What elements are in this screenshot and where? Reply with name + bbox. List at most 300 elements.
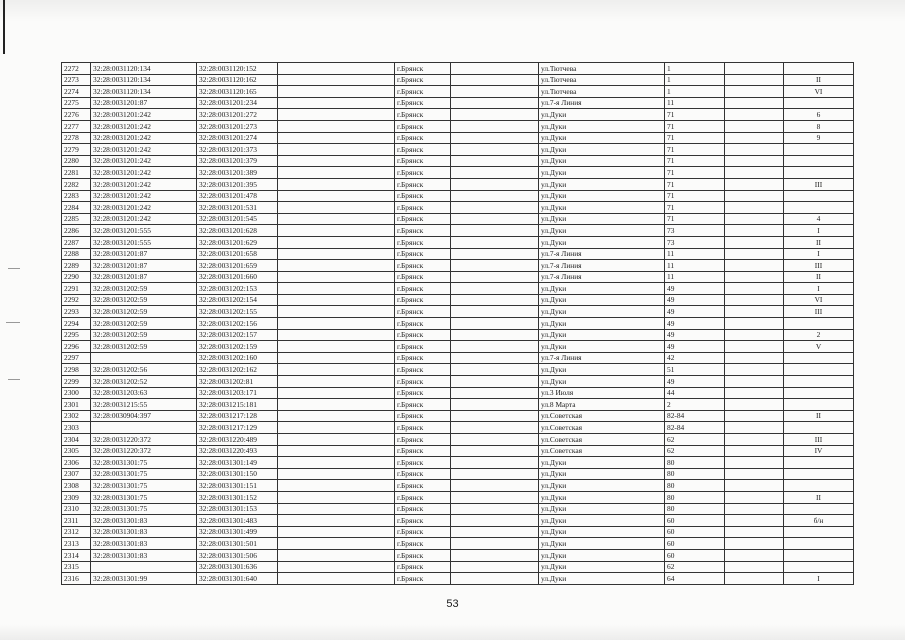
- empty-cell: [725, 63, 784, 75]
- street-cell: ул.7-я Линия: [539, 97, 665, 109]
- empty-cell: [725, 445, 784, 457]
- empty-cell: [451, 271, 539, 283]
- street-cell: ул.Советская: [539, 422, 665, 434]
- empty-cell: [278, 376, 395, 388]
- house-number-cell: 71: [665, 213, 725, 225]
- parcel-cadastral-number: 32:28:0031215:55: [91, 399, 197, 411]
- building-cell: [784, 318, 854, 330]
- parcel-cadastral-number: 32:28:0031301:75: [91, 468, 197, 480]
- empty-cell: [278, 155, 395, 167]
- row-number: 2307: [62, 468, 91, 480]
- table-row: [62, 376, 854, 388]
- table-row: [62, 155, 854, 167]
- table-row: [62, 573, 854, 585]
- empty-cell: [451, 178, 539, 190]
- scan-bottom-edge: [0, 624, 905, 640]
- city-cell: г.Брянск: [395, 503, 451, 515]
- empty-cell: [278, 457, 395, 469]
- object-cadastral-number: 32:28:0031301:151: [197, 480, 278, 492]
- parcel-cadastral-number: 32:28:0031202:59: [91, 329, 197, 341]
- document-sheet: [61, 62, 854, 585]
- empty-cell: [725, 515, 784, 527]
- city-cell: г.Брянск: [395, 376, 451, 388]
- street-cell: ул.3 Июля: [539, 387, 665, 399]
- empty-cell: [725, 190, 784, 202]
- building-cell: [784, 480, 854, 492]
- parcel-cadastral-number: 32:28:0031202:59: [91, 318, 197, 330]
- city-cell: г.Брянск: [395, 573, 451, 585]
- empty-cell: [451, 480, 539, 492]
- scan-top-edge: [0, 0, 905, 22]
- empty-cell: [451, 422, 539, 434]
- building-cell: VI: [784, 86, 854, 98]
- row-number: 2308: [62, 480, 91, 492]
- object-cadastral-number: 32:28:0031301:149: [197, 457, 278, 469]
- parcel-cadastral-number: 32:28:0031220:372: [91, 434, 197, 446]
- empty-cell: [725, 155, 784, 167]
- empty-cell: [451, 434, 539, 446]
- parcel-cadastral-number: 32:28:0031120:134: [91, 86, 197, 98]
- house-number-cell: 80: [665, 468, 725, 480]
- empty-cell: [725, 573, 784, 585]
- table-row: [62, 63, 854, 75]
- object-cadastral-number: 32:28:0031201:478: [197, 190, 278, 202]
- building-cell: IV: [784, 445, 854, 457]
- empty-cell: [451, 352, 539, 364]
- empty-cell: [278, 561, 395, 573]
- city-cell: г.Брянск: [395, 202, 451, 214]
- empty-cell: [451, 74, 539, 86]
- row-number: 2301: [62, 399, 91, 411]
- empty-cell: [725, 283, 784, 295]
- table-row: [62, 561, 854, 573]
- parcel-cadastral-number: [91, 352, 197, 364]
- house-number-cell: 60: [665, 538, 725, 550]
- parcel-cadastral-number: 32:28:0031201:242: [91, 178, 197, 190]
- row-number: 2309: [62, 491, 91, 503]
- row-number: 2300: [62, 387, 91, 399]
- object-cadastral-number: 32:28:0031301:506: [197, 549, 278, 561]
- registry-table-body: [62, 63, 854, 585]
- parcel-cadastral-number: 32:28:0031301:83: [91, 526, 197, 538]
- empty-cell: [725, 74, 784, 86]
- object-cadastral-number: 32:28:0031301:499: [197, 526, 278, 538]
- city-cell: г.Брянск: [395, 132, 451, 144]
- house-number-cell: 1: [665, 74, 725, 86]
- row-number: 2283: [62, 190, 91, 202]
- city-cell: г.Брянск: [395, 352, 451, 364]
- parcel-cadastral-number: 32:28:0031220:372: [91, 445, 197, 457]
- house-number-cell: 80: [665, 503, 725, 515]
- city-cell: г.Брянск: [395, 480, 451, 492]
- empty-cell: [725, 248, 784, 260]
- parcel-cadastral-number: 32:28:0031203:63: [91, 387, 197, 399]
- object-cadastral-number: 32:28:0031202:81: [197, 376, 278, 388]
- empty-cell: [725, 109, 784, 121]
- empty-cell: [451, 549, 539, 561]
- table-row: [62, 260, 854, 272]
- street-cell: ул.Дуки: [539, 225, 665, 237]
- table-row: [62, 283, 854, 295]
- empty-cell: [725, 225, 784, 237]
- object-cadastral-number: 32:28:0031201:273: [197, 120, 278, 132]
- parcel-cadastral-number: 32:28:0031301:83: [91, 538, 197, 550]
- object-cadastral-number: 32:28:0031201:274: [197, 132, 278, 144]
- object-cadastral-number: 32:28:0031301:636: [197, 561, 278, 573]
- building-cell: [784, 376, 854, 388]
- empty-cell: [451, 515, 539, 527]
- street-cell: ул.Дуки: [539, 318, 665, 330]
- table-row: [62, 294, 854, 306]
- empty-cell: [725, 364, 784, 376]
- object-cadastral-number: 32:28:0031202:154: [197, 294, 278, 306]
- city-cell: г.Брянск: [395, 190, 451, 202]
- empty-cell: [278, 202, 395, 214]
- table-row: [62, 144, 854, 156]
- building-cell: 2: [784, 329, 854, 341]
- row-number: 2303: [62, 422, 91, 434]
- row-number: 2298: [62, 364, 91, 376]
- empty-cell: [725, 341, 784, 353]
- parcel-cadastral-number: [91, 422, 197, 434]
- building-cell: [784, 468, 854, 480]
- parcel-cadastral-number: 32:28:0031301:83: [91, 515, 197, 527]
- house-number-cell: 11: [665, 97, 725, 109]
- city-cell: г.Брянск: [395, 271, 451, 283]
- object-cadastral-number: 32:28:0031201:531: [197, 202, 278, 214]
- table-row: [62, 132, 854, 144]
- page-number: 53: [446, 598, 459, 610]
- empty-cell: [451, 63, 539, 75]
- object-cadastral-number: 32:28:0031202:157: [197, 329, 278, 341]
- empty-cell: [451, 248, 539, 260]
- empty-cell: [451, 190, 539, 202]
- empty-cell: [451, 97, 539, 109]
- street-cell: ул.Тютчева: [539, 86, 665, 98]
- empty-cell: [451, 445, 539, 457]
- house-number-cell: 1: [665, 86, 725, 98]
- empty-cell: [725, 97, 784, 109]
- street-cell: ул.Дуки: [539, 573, 665, 585]
- table-row: [62, 306, 854, 318]
- row-number: 2275: [62, 97, 91, 109]
- table-row: [62, 491, 854, 503]
- object-cadastral-number: 32:28:0031120:152: [197, 63, 278, 75]
- table-row: [62, 329, 854, 341]
- object-cadastral-number: 32:28:0031301:150: [197, 468, 278, 480]
- empty-cell: [725, 352, 784, 364]
- building-cell: [784, 97, 854, 109]
- parcel-cadastral-number: 32:28:0031201:242: [91, 144, 197, 156]
- parcel-cadastral-number: 32:28:0031120:134: [91, 74, 197, 86]
- empty-cell: [278, 294, 395, 306]
- empty-cell: [451, 387, 539, 399]
- empty-cell: [278, 97, 395, 109]
- city-cell: г.Брянск: [395, 468, 451, 480]
- house-number-cell: 49: [665, 283, 725, 295]
- object-cadastral-number: 32:28:0031202:153: [197, 283, 278, 295]
- table-row: [62, 549, 854, 561]
- building-cell: III: [784, 260, 854, 272]
- city-cell: г.Брянск: [395, 399, 451, 411]
- empty-cell: [451, 294, 539, 306]
- building-cell: III: [784, 178, 854, 190]
- empty-cell: [725, 434, 784, 446]
- building-cell: [784, 202, 854, 214]
- object-cadastral-number: 32:28:0031301:501: [197, 538, 278, 550]
- empty-cell: [278, 352, 395, 364]
- table-row: [62, 271, 854, 283]
- empty-cell: [278, 225, 395, 237]
- building-cell: [784, 364, 854, 376]
- row-number: 2286: [62, 225, 91, 237]
- city-cell: г.Брянск: [395, 63, 451, 75]
- table-row: [62, 445, 854, 457]
- building-cell: [784, 399, 854, 411]
- parcel-cadastral-number: 32:28:0031202:52: [91, 376, 197, 388]
- table-row: [62, 190, 854, 202]
- building-cell: I: [784, 283, 854, 295]
- building-cell: [784, 422, 854, 434]
- empty-cell: [725, 468, 784, 480]
- margin-mark: [6, 322, 20, 323]
- city-cell: г.Брянск: [395, 538, 451, 550]
- empty-cell: [451, 109, 539, 121]
- empty-cell: [451, 573, 539, 585]
- object-cadastral-number: 32:28:0031201:234: [197, 97, 278, 109]
- house-number-cell: 1: [665, 63, 725, 75]
- street-cell: ул.7-я Линия: [539, 248, 665, 260]
- house-number-cell: 64: [665, 573, 725, 585]
- empty-cell: [451, 236, 539, 248]
- empty-cell: [451, 399, 539, 411]
- empty-cell: [278, 271, 395, 283]
- house-number-cell: 49: [665, 341, 725, 353]
- city-cell: г.Брянск: [395, 549, 451, 561]
- empty-cell: [451, 213, 539, 225]
- street-cell: ул.Тютчева: [539, 74, 665, 86]
- empty-cell: [278, 573, 395, 585]
- building-cell: 8: [784, 120, 854, 132]
- table-row: [62, 202, 854, 214]
- parcel-cadastral-number: 32:28:0031201:87: [91, 248, 197, 260]
- city-cell: г.Брянск: [395, 491, 451, 503]
- house-number-cell: 11: [665, 248, 725, 260]
- object-cadastral-number: 32:28:0031220:489: [197, 434, 278, 446]
- building-cell: 6: [784, 109, 854, 121]
- building-cell: 4: [784, 213, 854, 225]
- street-cell: ул.Дуки: [539, 213, 665, 225]
- city-cell: г.Брянск: [395, 97, 451, 109]
- empty-cell: [278, 387, 395, 399]
- object-cadastral-number: 32:28:0031120:165: [197, 86, 278, 98]
- house-number-cell: 71: [665, 178, 725, 190]
- empty-cell: [451, 202, 539, 214]
- parcel-cadastral-number: 32:28:0031201:87: [91, 260, 197, 272]
- empty-cell: [278, 178, 395, 190]
- house-number-cell: 44: [665, 387, 725, 399]
- house-number-cell: 71: [665, 155, 725, 167]
- building-cell: [784, 144, 854, 156]
- street-cell: ул.Дуки: [539, 109, 665, 121]
- empty-cell: [725, 549, 784, 561]
- city-cell: г.Брянск: [395, 387, 451, 399]
- house-number-cell: 71: [665, 120, 725, 132]
- empty-cell: [451, 376, 539, 388]
- building-cell: [784, 538, 854, 550]
- building-cell: V: [784, 341, 854, 353]
- row-number: 2296: [62, 341, 91, 353]
- object-cadastral-number: 32:28:0031201:659: [197, 260, 278, 272]
- house-number-cell: 62: [665, 561, 725, 573]
- city-cell: г.Брянск: [395, 434, 451, 446]
- street-cell: ул.7-я Линия: [539, 260, 665, 272]
- table-row: [62, 109, 854, 121]
- street-cell: ул.Дуки: [539, 561, 665, 573]
- house-number-cell: 51: [665, 364, 725, 376]
- parcel-cadastral-number: 32:28:0031202:59: [91, 283, 197, 295]
- empty-cell: [725, 236, 784, 248]
- street-cell: ул.Дуки: [539, 178, 665, 190]
- street-cell: ул.Дуки: [539, 167, 665, 179]
- object-cadastral-number: 32:28:0031301:152: [197, 491, 278, 503]
- parcel-cadastral-number: 32:28:0031201:242: [91, 109, 197, 121]
- table-row: [62, 538, 854, 550]
- empty-cell: [725, 120, 784, 132]
- empty-cell: [725, 306, 784, 318]
- street-cell: ул.8 Марта: [539, 399, 665, 411]
- empty-cell: [725, 202, 784, 214]
- empty-cell: [278, 260, 395, 272]
- empty-cell: [725, 213, 784, 225]
- street-cell: ул.Дуки: [539, 526, 665, 538]
- object-cadastral-number: 32:28:0031301:153: [197, 503, 278, 515]
- street-cell: ул.Дуки: [539, 538, 665, 550]
- empty-cell: [451, 260, 539, 272]
- house-number-cell: 60: [665, 515, 725, 527]
- street-cell: ул.Дуки: [539, 120, 665, 132]
- empty-cell: [451, 86, 539, 98]
- object-cadastral-number: 32:28:0031301:640: [197, 573, 278, 585]
- house-number-cell: 62: [665, 445, 725, 457]
- building-cell: II: [784, 236, 854, 248]
- row-number: 2284: [62, 202, 91, 214]
- street-cell: ул.Дуки: [539, 364, 665, 376]
- row-number: 2299: [62, 376, 91, 388]
- object-cadastral-number: 32:28:0031202:155: [197, 306, 278, 318]
- empty-cell: [451, 468, 539, 480]
- table-row: [62, 468, 854, 480]
- city-cell: г.Брянск: [395, 155, 451, 167]
- building-cell: III: [784, 306, 854, 318]
- building-cell: 9: [784, 132, 854, 144]
- building-cell: [784, 503, 854, 515]
- empty-cell: [278, 515, 395, 527]
- object-cadastral-number: 32:28:0031201:629: [197, 236, 278, 248]
- object-cadastral-number: 32:28:0031202:156: [197, 318, 278, 330]
- object-cadastral-number: 32:28:0031202:159: [197, 341, 278, 353]
- street-cell: ул.Советская: [539, 445, 665, 457]
- table-row: [62, 86, 854, 98]
- house-number-cell: 11: [665, 260, 725, 272]
- house-number-cell: 49: [665, 306, 725, 318]
- row-number: 2287: [62, 236, 91, 248]
- street-cell: ул.7-я Линия: [539, 271, 665, 283]
- house-number-cell: 71: [665, 202, 725, 214]
- house-number-cell: 82-84: [665, 410, 725, 422]
- street-cell: ул.Дуки: [539, 341, 665, 353]
- house-number-cell: 62: [665, 434, 725, 446]
- table-row: [62, 422, 854, 434]
- parcel-cadastral-number: 32:28:0031301:75: [91, 457, 197, 469]
- house-number-cell: 49: [665, 294, 725, 306]
- empty-cell: [278, 120, 395, 132]
- margin-mark: [8, 268, 20, 269]
- table-row: [62, 248, 854, 260]
- empty-cell: [451, 503, 539, 515]
- table-row: [62, 97, 854, 109]
- empty-cell: [725, 132, 784, 144]
- empty-cell: [278, 399, 395, 411]
- object-cadastral-number: 32:28:0031201:272: [197, 109, 278, 121]
- city-cell: г.Брянск: [395, 178, 451, 190]
- empty-cell: [725, 329, 784, 341]
- street-cell: ул.Дуки: [539, 236, 665, 248]
- empty-cell: [725, 167, 784, 179]
- empty-cell: [278, 213, 395, 225]
- row-number: 2297: [62, 352, 91, 364]
- building-cell: II: [784, 74, 854, 86]
- row-number: 2293: [62, 306, 91, 318]
- empty-cell: [451, 306, 539, 318]
- object-cadastral-number: 32:28:0031201:545: [197, 213, 278, 225]
- building-cell: I: [784, 573, 854, 585]
- street-cell: ул.Дуки: [539, 294, 665, 306]
- object-cadastral-number: 32:28:0031201:660: [197, 271, 278, 283]
- row-number: 2276: [62, 109, 91, 121]
- parcel-cadastral-number: 32:28:0031202:56: [91, 364, 197, 376]
- table-row: [62, 387, 854, 399]
- table-row: [62, 526, 854, 538]
- house-number-cell: 80: [665, 480, 725, 492]
- city-cell: г.Брянск: [395, 109, 451, 121]
- empty-cell: [278, 86, 395, 98]
- object-cadastral-number: 32:28:0031217:128: [197, 410, 278, 422]
- row-number: 2306: [62, 457, 91, 469]
- parcel-cadastral-number: 32:28:0031301:75: [91, 480, 197, 492]
- empty-cell: [451, 341, 539, 353]
- empty-cell: [278, 167, 395, 179]
- empty-cell: [451, 491, 539, 503]
- empty-cell: [725, 178, 784, 190]
- empty-cell: [451, 225, 539, 237]
- row-number: 2305: [62, 445, 91, 457]
- object-cadastral-number: 32:28:0031120:162: [197, 74, 278, 86]
- object-cadastral-number: 32:28:0031201:389: [197, 167, 278, 179]
- empty-cell: [725, 86, 784, 98]
- street-cell: ул.Советская: [539, 410, 665, 422]
- street-cell: ул.Дуки: [539, 503, 665, 515]
- empty-cell: [278, 283, 395, 295]
- city-cell: г.Брянск: [395, 260, 451, 272]
- row-number: 2289: [62, 260, 91, 272]
- empty-cell: [725, 561, 784, 573]
- house-number-cell: 80: [665, 491, 725, 503]
- row-number: 2315: [62, 561, 91, 573]
- city-cell: г.Брянск: [395, 294, 451, 306]
- object-cadastral-number: 32:28:0031201:658: [197, 248, 278, 260]
- street-cell: ул.Тютчева: [539, 63, 665, 75]
